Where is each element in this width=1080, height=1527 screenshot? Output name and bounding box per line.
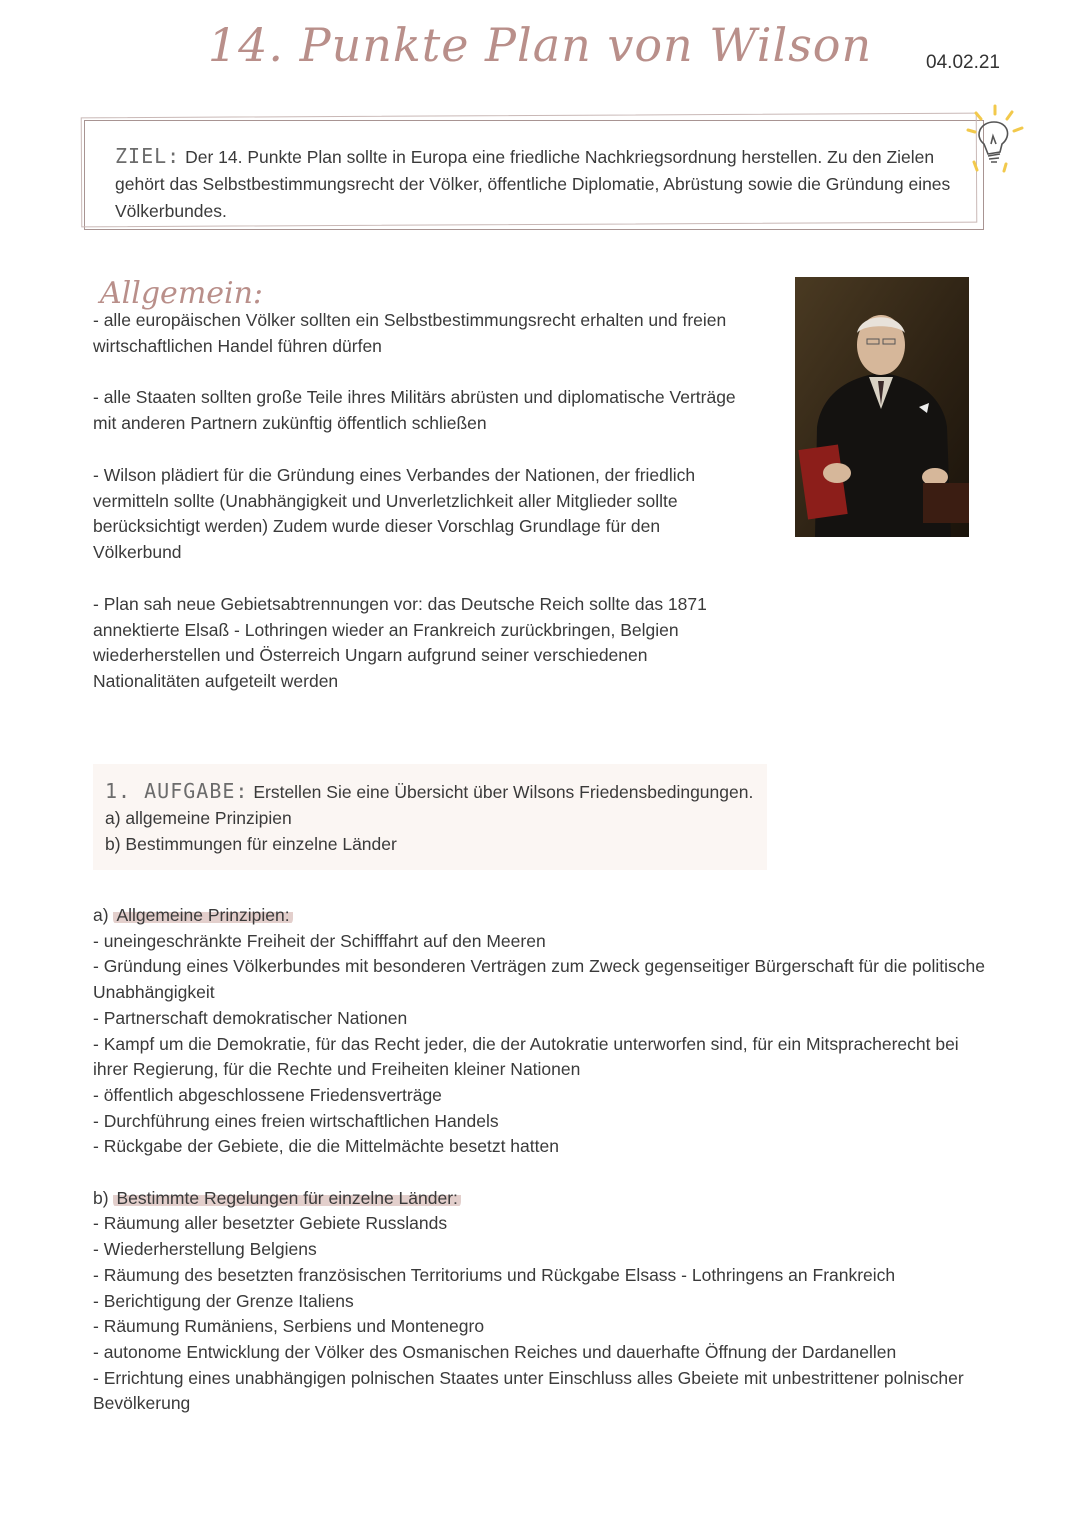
goal-text: Der 14. Punkte Plan sollte in Europa eine friedliche Nachkriegsordnung herstellen. Zu den Zielen gehört das Selbstbestimmungsrecht der Völker, öffentliche Diplomatie, Abrüstung sowie die Gründung eines Völkerbundes. (115, 147, 951, 221)
answer-b-heading: Bestimmte Regelungen für einzelne Länder: (113, 1188, 460, 1208)
list-item: - Durchführung eines freien wirtschaftlichen Handels (93, 1110, 499, 1131)
list-item: - Gründung eines Völkerbundes mit besonderen Verträgen zum Zweck gegenseitiger Bürgerschaft für die politische Unabhängigkeit (93, 956, 986, 1003)
lightbulb-icon (960, 100, 1030, 180)
general-paragraph: - Plan sah neue Gebietsabtrennungen vor: das Deutsche Reich sollte das 1871 annektierte Elsaß - Lothringen wieder an Frankreich zurückbringen, Belgien wiederherstellen und Österreich Ungarn aufgrund seiner verschiedenen Nationalitäten aufgeteilt werden (93, 593, 707, 692)
task-instruction: Erstellen Sie eine Übersicht über Wilsons Friedensbedingungen. (253, 782, 754, 802)
list-item: - Rückgabe der Gebiete, die die Mittelmächte besetzt hatten (93, 1136, 559, 1157)
answers-section (93, 903, 993, 1443)
page-title: 14. Punkte Plan von Wilson (207, 18, 873, 72)
answer-b (93, 1186, 993, 1417)
goal-label: ZIEL: (115, 144, 181, 168)
goal-text-block (115, 143, 965, 225)
answer-b-prefix: b) (93, 1187, 109, 1208)
date: 04.02.21 (926, 52, 1000, 73)
list-item: - Räumung aller besetzter Gebiete Russlands (93, 1213, 448, 1234)
answer-a-heading: Allgemeine Prinzipien: (113, 905, 292, 925)
task-item: a) allgemeine Prinzipien (105, 808, 292, 828)
list-item: - Wiederherstellung Belgiens (93, 1239, 317, 1260)
list-item: - Kampf um die Demokratie, für das Recht jeder, die der Autokratie unterworfen sind, für ein Mitspracherecht bei ihrer Regierung, für die Rechte und Freiheiten kleiner Nationen (93, 1033, 959, 1080)
task-text-block (105, 778, 755, 857)
general-paragraph: - alle europäischen Völker sollten ein Selbstbestimmungsrecht erhalten und freien wirtschaftlichen Handel führen dürfen (93, 310, 727, 356)
general-paragraph: - Wilson plädiert für die Gründung eines Verbandes der Nationen, der friedlich vermitteln sollte (Unabhängigkeit und Unverletzlichkeit aller Mitglieder sollte berücksichtigt werden) Zudem wurde dieser Vorschlag Grundlage für den Völkerbund (93, 464, 696, 563)
list-item: - Räumung des besetzten französischen Territoriums und Rückgabe Elsass - Lothringens an Frankreich (93, 1264, 896, 1285)
list-item: - Berichtigung der Grenze Italiens (93, 1290, 354, 1311)
list-item: - Partnerschaft demokratischer Nationen (93, 1007, 408, 1028)
list-item: - uneingeschränkte Freiheit der Schifffahrt auf den Meeren (93, 930, 546, 951)
task-item: b) Bestimmungen für einzelne Länder (105, 834, 397, 854)
list-item: - autonome Entwicklung der Völker des Osmanischen Reiches und dauerhafte Öffnung der Dardanellen (93, 1341, 897, 1362)
task-label: 1. AUFGABE: (105, 779, 249, 803)
list-item: - Errichtung eines unabhängigen polnischen Staates unter Einschluss alles Gbeiete mit unbestrittener polnischer Bevölkerung (93, 1367, 964, 1414)
answer-a-prefix: a) (93, 905, 109, 925)
wilson-portrait-image (795, 277, 969, 537)
section-label-allgemein: Allgemein: (100, 276, 264, 311)
list-item: - öffentlich abgeschlossene Friedensverträge (93, 1084, 442, 1105)
task-box (93, 764, 767, 870)
general-paragraph: - alle Staaten sollten große Teile ihres Militärs abrüsten und diplomatische Verträge mit anderen Partnern zukünftig öffentlich schließen (93, 387, 736, 434)
answer-a (93, 903, 993, 1160)
list-item: - Räumung Rumäniens, Serbiens und Montenegro (93, 1316, 485, 1337)
goal-box (84, 120, 984, 230)
general-section (93, 308, 753, 721)
